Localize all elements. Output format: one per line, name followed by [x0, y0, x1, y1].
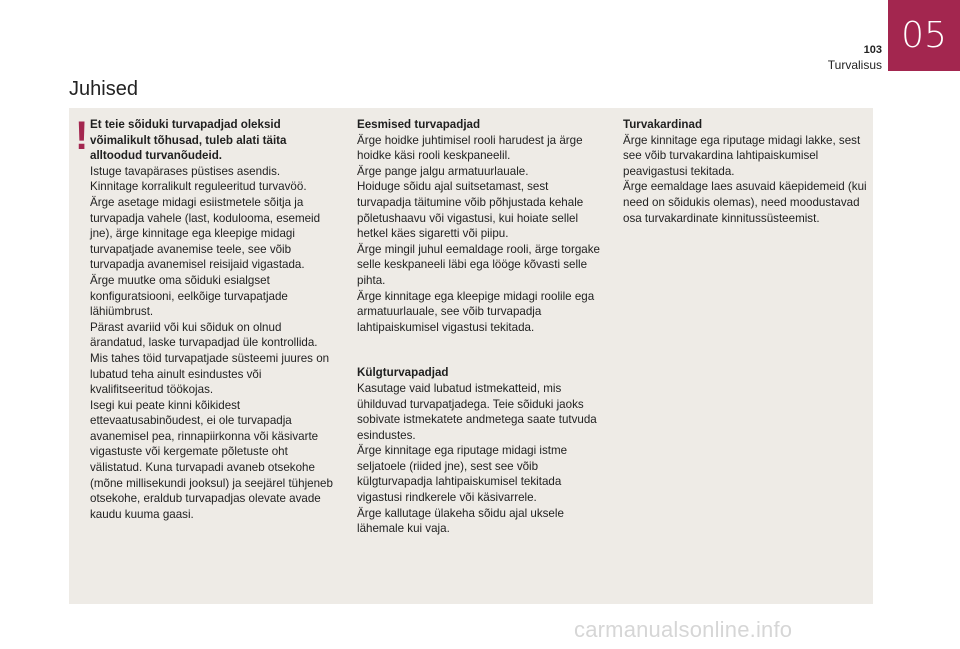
front-airbags-line: Hoiduge sõidu ajal suitsetamast, sest turvapadja täitumine võib põhjustada kehale põletushaavu või vigastusi, kui hoiate sellel hetkel käes sigaretti või piipu.	[357, 180, 584, 241]
general-line: Isegi kui peate kinni kõikidest ettevaatusabinõudest, ei ole turvapadja avanemisel pea, rinnapiirkonna või käsivarte vigastuste või kergemate põletuste oht välistatud. Kuna turvapadi avaneb otsekohe (mõne millisekundi jooksul) ja seejärel tühjeneb otsekohe, eraldub turvapadjas olevate avade kaudu kuuma gaasi.	[90, 398, 333, 521]
general-line: Mis tahes töid turvapatjade süsteemi juures on lubatud teha ainult esindustes või kvalifitseeritud töökojas.	[90, 351, 330, 397]
general-line: Ärge asetage midagi esiistmetele sõitja ja turvapadja vahele (last, kodulooma, esemeid jne), ärge kinnitage ega kleepige midagi turvapatjade avanemise teele, see võib turvapadja avanemisel reisijaid vigastada.	[90, 195, 321, 272]
general-heading: Et teie sõiduki turvapadjad oleksid võimalikult tõhusad, tuleb alati täita alltoodud turvanõudeid.	[90, 118, 287, 163]
page-number: 103	[863, 44, 882, 56]
front-airbags-line: Ärge hoidke juhtimisel rooli harudest ja ärge hoidke käsi rooli keskpaneelil.	[357, 133, 583, 163]
side-airbags-heading: Külgturvapadjad	[357, 366, 449, 380]
front-airbags-line: Ärge pange jalgu armatuurlauale.	[357, 164, 529, 178]
front-airbags-block	[357, 117, 602, 335]
general-line: Pärast avariid või kui sõiduk on olnud ärandatud, laske turvapadjad üle kontrollida.	[90, 320, 318, 350]
front-airbags-heading: Eesmised turvapadjad	[357, 118, 481, 131]
side-airbags-line: Ärge kallutage ülakeha sõidu ajal uksele lähemale kui vaja.	[357, 506, 564, 536]
column-curtains	[623, 117, 868, 226]
section-name: Turvalisus	[827, 58, 882, 72]
page-title: Juhised	[69, 78, 138, 100]
side-airbags-line: Ärge kinnitage ega riputage midagi istme seljatoele (riided jne), sest see võib külgturvapadja lahtipaiskumisel tekitada vigastusi rindkerele või käsivarrele.	[357, 444, 568, 505]
chapter-tab: 05	[888, 0, 960, 71]
front-airbags-line: Ärge mingil juhul eemaldage rooli, ärge torgake selle keskpaneeli läbi ega lööge kõvasti selle pihta.	[357, 242, 600, 287]
general-line: Ärge muutke oma sõiduki esialgset konfiguratsiooni, eelkõige turvapatjade lähiümbrust.	[90, 273, 288, 319]
column-front-side	[357, 117, 602, 537]
general-line: Istuge tavapärases püstises asendis.	[90, 164, 281, 178]
watermark: carmanualsonline.info	[574, 617, 793, 642]
front-airbags-line: Ärge kinnitage ega kleepige midagi roolile ega armatuurlauale, see võib turvapadja lahtipaiskumisel vigastusi tekitada.	[357, 289, 595, 334]
warning-icon: !	[75, 114, 89, 158]
curtain-airbags-line: Ärge eemaldage laes asuvaid käepidemeid (kui need on sõidukis olemas), need moodustavad osa turvakardinate kinnitussüsteemist.	[623, 180, 867, 225]
side-airbags-line: Kasutage vaid lubatud istmekatteid, mis ühilduvad turvapatjadega. Teie sõiduki jaoks sobivate istmekatete andmetega saate tutvuda esindustes.	[357, 381, 597, 442]
general-line: Kinnitage korralikult reguleeritud turvavöö.	[90, 180, 307, 194]
column-general	[90, 117, 335, 522]
info-panel	[69, 108, 873, 604]
curtain-airbags-heading: Turvakardinad	[623, 118, 703, 131]
curtain-airbags-line: Ärge kinnitage ega riputage midagi lakke, sest see võib turvakardina lahtipaiskumisel peavigastusi tekitada.	[623, 133, 861, 178]
side-airbags-block	[357, 365, 602, 537]
